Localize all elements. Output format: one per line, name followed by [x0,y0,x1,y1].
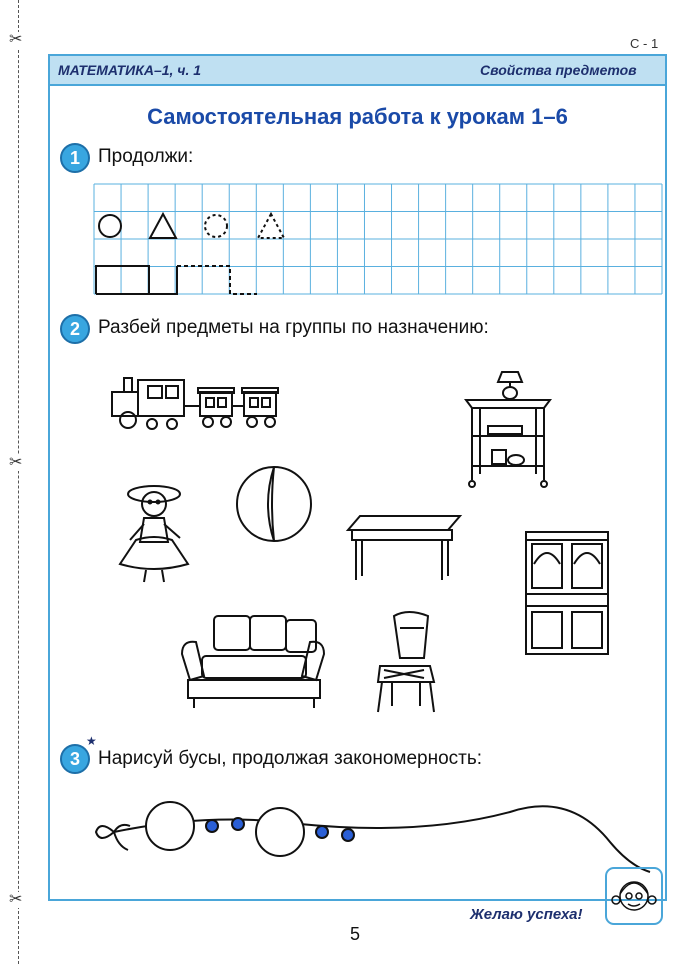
small-bead [206,820,218,832]
page-number: 5 [349,924,360,944]
table-lamp-stand-icon[interactable] [462,362,554,494]
girl-face-icon [604,866,664,926]
string-line [114,806,650,872]
dotted-step-pattern [177,266,257,294]
doll-icon[interactable] [108,478,198,584]
circle-shape [99,215,121,237]
sofa-icon[interactable] [178,606,328,712]
star-icon: ★ [86,734,97,748]
chair-icon[interactable] [374,608,438,714]
topic-label: Свойства предметов [480,62,637,78]
task-1-grid[interactable] [94,184,662,294]
cupboard-icon[interactable] [522,528,612,658]
string-bow [96,825,130,850]
step-pattern [149,266,177,294]
scissors-icon: ✂ [9,31,23,48]
train-icon[interactable] [104,372,284,436]
task-1-text: Продолжи: [98,146,194,167]
task-2-text: Разбей предметы на группы по назначению: [98,317,489,338]
task-number-badge: 3 [60,744,90,774]
task-number-badge: 1 [60,143,90,173]
large-bead [256,808,304,856]
ball-icon[interactable] [234,464,314,544]
footer-wish: Желаю успеха! [470,906,583,923]
scissors-icon: ✂ [9,891,23,908]
cut-line [18,0,19,964]
small-bead [316,826,328,838]
small-bead [342,829,354,841]
task-3-text: Нарисуй бусы, продолжая закономерность: [98,748,483,769]
step-pattern [96,266,149,294]
small-bead [232,818,244,830]
page-code: С - 1 [630,36,659,51]
subject-label: МАТЕМАТИКА–1, ч. 1 [58,62,202,78]
beads-string[interactable] [90,792,660,882]
triangle-shape [150,214,176,238]
dotted-circle-shape [205,215,227,237]
scissors-icon: ✂ [9,454,23,471]
page-title: Самостоятельная работа к урокам 1–6 [147,104,568,129]
dotted-triangle-shape [258,214,284,238]
task-number-badge: 2 [60,314,90,344]
table-icon[interactable] [344,512,464,584]
large-bead [146,802,194,850]
